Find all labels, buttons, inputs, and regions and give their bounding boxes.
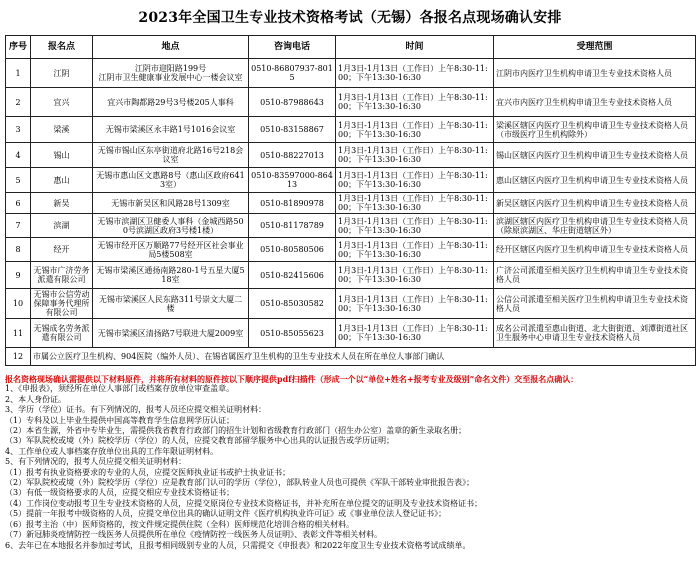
note-subitem: （6）报考主治（中）医师资格的，按文件规定提供住院（全科）医师规范化培训合格的相关材料。 [5,519,355,529]
site-address: 无锡市惠山区文惠路8号（惠山区政府6413室） [93,168,249,193]
site-name: 无锡成名劳务派遣有限公司 [31,319,93,348]
note-subitem: （7）新冠肺炎疫情防控一线医务人员提供所在单位《疫情防控一线医务人员证明》、表彰文件等相关材料。 [5,530,383,540]
header-site: 报名点 [31,36,93,59]
site-name: 梁溪 [31,117,93,143]
site-time: 1月3日-1月13日（工作日）上午8:30-11:00；下午13:30-16:30 [336,193,494,214]
header-time: 时间 [336,36,494,59]
row-number: 12 [6,348,31,366]
site-time: 1月3日-1月13日（工作日）上午8:30-11:00；下午13:30-16:30 [336,168,494,193]
site-address: 无锡市梁溪区清扬路7号联进大厦2009室 [93,319,249,348]
row-number: 4 [6,143,31,168]
site-address: 宜兴市陶都路29号3号楼205人事科 [93,88,249,117]
site-scope: 惠山区辖区内医疗卫生机构申请卫生专业技术资格人员 [494,168,696,193]
site-scope: 成名公司派遣至惠山街道、北大街街道、刘潭街道社区卫生服务中心申请卫生专业技术资格人员 [494,319,696,348]
site-scope: 公信公司派遣至相关医疗卫生机构申请卫生专业技术资格人员 [494,289,696,319]
site-time: 1月3日-1月13日（工作日）上午8:30-11:00；下午13:30-16:30 [336,262,494,289]
page-title: 2023年全国卫生专业技术资格考试（无锡）各报名点现场确认安排 [138,10,562,26]
table-row [6,59,696,88]
row-number: 8 [6,238,31,262]
row-number: 7 [6,214,31,238]
site-phone: 0510-81890978 [249,193,336,214]
site-name: 滨湖 [31,214,93,238]
note-item: 6、去年已在本地报名并参加过考试，且报考相同级别专业的人员，只需提交《申报表》和2022年度卫生专业技术资格考试成绩单。 [5,540,471,550]
site-name: 经开 [31,238,93,262]
site-scope: 经开区辖区内医疗卫生机构申请卫生专业技术资格人员 [494,238,696,262]
table-row [6,168,696,193]
note-subitem: （5）提前一年报考中级资格的人员，应提交单位出具的确认证明文件《医疗机构执业许可证》或《事业单位法人登记证书》； [5,509,447,519]
site-phone: 0510-86807937-8015 [249,59,336,88]
site-scope: 江阴市内医疗卫生机构申请卫生专业技术资格人员 [494,59,696,88]
notes-intro: 报名资格现场确认需提供以下材料原件，并将所有材料的原件按以下顺序提供pdf扫描件（形成一个以“单位+姓名+报考专业及级别”命名文件）交至报名点确认： [5,374,579,384]
site-address: 无锡市梁溪区永丰路1号1016会议室 [93,117,249,143]
note-subitem: （3）军队院校或境（外）院校学历（学位）的人员，应提交教育部留学服务中心出具的认证报告或学历证明； [5,436,395,446]
site-time: 1月3日-1月13日（工作日）上午8:30-11:00；下午13:30-16:30 [336,88,494,117]
note-item: 5、有下列情况的，报考人员应提交相关证明材料： [5,457,187,467]
site-name: 惠山 [31,168,93,193]
site-scope: 梁溪区辖区内医疗卫生机构申请卫生专业技术资格人员（市级医疗卫生机构除外） [494,117,696,143]
table-row [6,319,696,348]
site-time: 1月3日-1月13日（工作日）上午8:30-11:00；下午13:30-16:30 [336,319,494,348]
note-subitem: （4）工作岗位变动报考卫生专业技术资格的人员，应提交原岗位专业技术资格证书，并补充所在单位提交的证明及专业技术资格证书； [5,498,483,508]
schedule-table [5,35,696,366]
row-number: 2 [6,88,31,117]
site-name: 无锡市广济劳务派遣有限公司 [31,262,93,289]
site-scope: 滨湖区辖区内医疗卫生机构申请卫生专业技术资格人员（除原滨湖区、华庄街道辖区外） [494,214,696,238]
note-subitem: （3）有低一级资格要求的人员，应提交相应专业技术资格证书； [5,488,235,498]
table-row [6,289,696,319]
site-phone: 0510-85030582 [249,289,336,319]
row-number: 5 [6,168,31,193]
table-row [6,238,696,262]
row-number: 1 [6,59,31,88]
site-name: 无锡市公信劳动保障事务代理所有限公司 [31,289,93,319]
site-address: 无锡市新吴区和风路28号1309室 [93,193,249,214]
site-address: 无锡市锡山区东亭街道府北路16号218会议室 [93,143,249,168]
row-number: 10 [6,289,31,319]
header-scope: 受理范围 [494,36,696,59]
site-name: 宜兴 [31,88,93,117]
site-address: 无锡市梁溪区人民东路311号崇文大厦二楼 [93,289,249,319]
site-time: 1月3日-1月13日（工作日）上午8:30-11:00；下午13:30-16:30 [336,59,494,88]
site-phone: 0510-85055623 [249,319,336,348]
site-scope: 广济公司派遣至相关医疗卫生机构申请卫生专业技术资格人员 [494,262,696,289]
site-time: 1月3日-1月13日（工作日）上午8:30-11:00；下午13:30-16:30 [336,117,494,143]
note-item: 1、《申报表》，须经所在单位人事部门或档案存放单位审查盖章。 [5,384,235,394]
table-row [6,193,696,214]
site-name: 新吴 [31,193,93,214]
site-scope: 宜兴市内医疗卫生机构申请卫生专业技术资格人员 [494,88,696,117]
row-number: 11 [6,319,31,348]
site-name: 锡山 [31,143,93,168]
note-item: 3、学历（学位）证书。有下列情况的，报考人员还应提交相关证明材料： [5,405,267,415]
site-time: 1月3日-1月13日（工作日）上午8:30-11:00；下午13:30-16:30 [336,143,494,168]
site-phone: 0510-83597000-86413 [249,168,336,193]
table-row [6,214,696,238]
site-name: 江阴 [31,59,93,88]
site-phone: 0510-83158867 [249,117,336,143]
site-time: 1月3日-1月13日（工作日）上午8:30-11:00；下午13:30-16:30 [336,238,494,262]
table-header-row [6,36,696,59]
table-row [6,117,696,143]
site-time: 1月3日-1月13日（工作日）上午8:30-11:00；下午13:30-16:30 [336,214,494,238]
site-phone: 0510-87988643 [249,88,336,117]
table-row [6,262,696,289]
note-subitem: （1）专科及以上毕业生提供中国高等教育学生信息网学历认证； [5,415,235,425]
site-address: 无锡市梁溪区通扬南路280-1号五星大厦518室 [93,262,249,289]
note-item: 4、工作单位或人事档案存放单位出具的工作年限证明材料。 [5,446,219,456]
site-address: 无锡市滨湖区卫健委人事科（金城西路500号滨湖区政府3号楼1楼） [93,214,249,238]
site-scope: 新吴区辖区内医疗卫生机构申请卫生专业技术资格人员 [494,193,696,214]
site-phone: 0510-81178789 [249,214,336,238]
header-phone: 咨询电话 [249,36,336,59]
table-row [6,143,696,168]
note-subitem: （1）报考有执业资格要求的专业的人员，应提交医师执业证书或护士执业证书； [5,467,291,477]
site-time: 1月3日-1月13日（工作日）上午8:30-11:00；下午13:30-16:30 [336,289,494,319]
requirements-notes [5,374,695,551]
note-item: 2、本人身份证。 [5,394,67,404]
site-phone: 0510-82415606 [249,262,336,289]
row-number: 6 [6,193,31,214]
header-address: 地点 [93,36,249,59]
site-address: 无锡市经开区万顺路77号经开区社会事业局5楼508室 [93,238,249,262]
site-scope: 锡山区辖区内医疗卫生机构申请卫生专业技术资格人员 [494,143,696,168]
footer-row-text: 市属公立医疗卫生机构、904医院（编外人员）、在锡省属医疗卫生机构的卫生专业技术人员在所在单位人事部门确认 [31,348,696,366]
note-subitem: （2）本省生源，外省中专毕业生，需提供我省教育行政部门的招生计划和省级教育行政部门（招生办公室）盖章的新生录取名册； [5,426,467,436]
site-phone: 0510-88227013 [249,143,336,168]
header-no: 序号 [6,36,31,59]
site-phone: 0510-80580506 [249,238,336,262]
table-footer-row [6,348,696,366]
row-number: 3 [6,117,31,143]
note-subitem: （2）军队院校或境（外）院校学历（学位）应是教育部门认可的学历（学位），部队转业人员也可提供《军队干部转业审批报告表》； [5,478,475,488]
row-number: 9 [6,262,31,289]
table-row [6,88,696,117]
site-address: 江阴市迎阳路199号 江阴市卫生健康事业发展中心一楼会议室 [93,59,249,88]
